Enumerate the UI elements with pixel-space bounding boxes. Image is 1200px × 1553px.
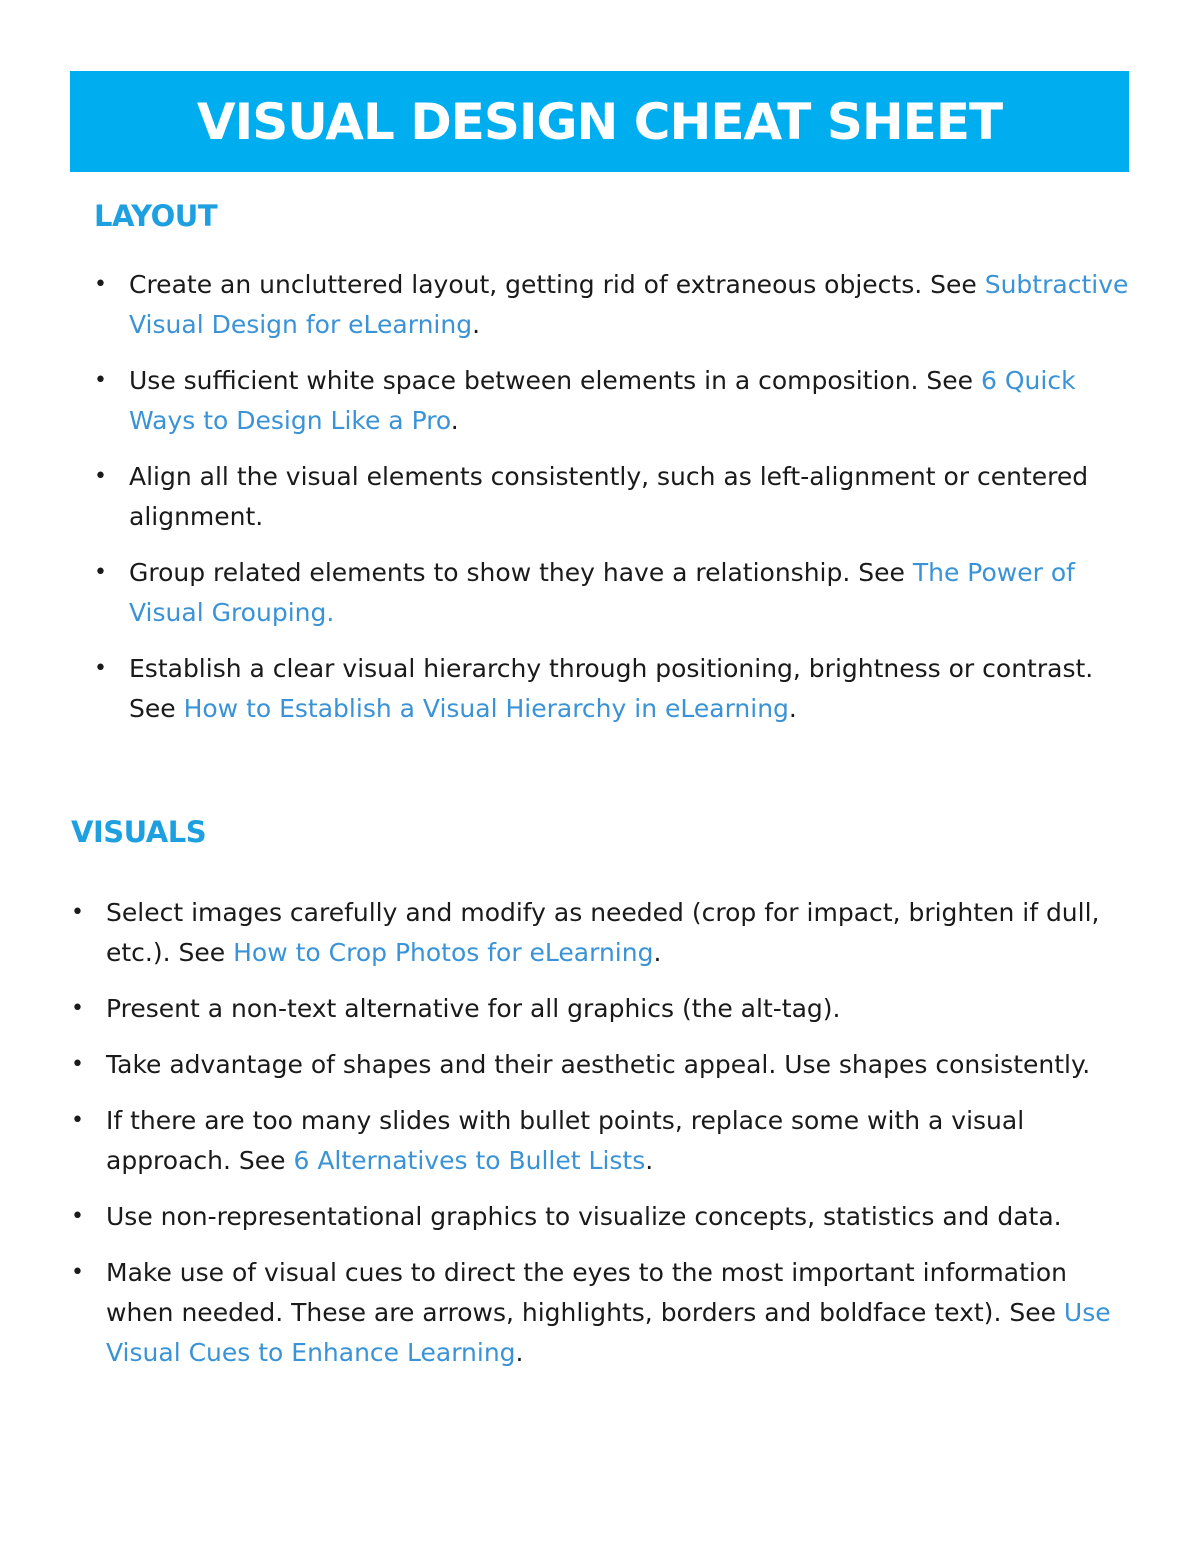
visuals-section bbox=[0, 815, 1200, 1373]
list-item-suffix: . bbox=[653, 938, 662, 967]
list-item-suffix: . bbox=[645, 1146, 654, 1175]
bullet-icon: • bbox=[94, 560, 107, 585]
list-item bbox=[71, 1045, 1126, 1085]
list-item-text: Select images carefully and modify as needed (crop for impact, brighten if dull, etc.). See bbox=[106, 898, 1100, 967]
list-item bbox=[94, 553, 1129, 633]
list-item-text: Group related elements to show they have a relationship. See bbox=[129, 558, 913, 587]
list-item-text: Use non-representational graphics to visualize concepts, statistics and data. bbox=[106, 1202, 1062, 1231]
section-heading-layout: LAYOUT bbox=[94, 199, 218, 233]
bullet-icon: • bbox=[71, 900, 84, 925]
list-item-suffix: . bbox=[788, 694, 797, 723]
article-link[interactable]: 6 Quick Ways to Design Like a Pro bbox=[129, 366, 1076, 435]
list-item bbox=[71, 893, 1126, 973]
list-item bbox=[71, 1197, 1126, 1237]
bullet-icon: • bbox=[94, 656, 107, 681]
list-item bbox=[94, 361, 1129, 441]
list-item bbox=[71, 989, 1126, 1029]
list-item-text: Make use of visual cues to direct the eyes to the most important information when needed. These are arrows, highlights, borders and boldface text). See bbox=[106, 1258, 1067, 1327]
bullet-icon: • bbox=[94, 272, 107, 297]
visuals-list bbox=[0, 893, 1200, 1373]
bullet-icon: • bbox=[71, 1204, 84, 1229]
list-item-text: Present a non-text alternative for all graphics (the alt-tag). bbox=[106, 994, 841, 1023]
bullet-icon: • bbox=[71, 1260, 84, 1285]
article-link[interactable]: Subtractive Visual Design for eLearning bbox=[129, 270, 1129, 339]
layout-section bbox=[0, 199, 1200, 729]
list-item-suffix: . bbox=[515, 1338, 524, 1367]
list-item-suffix: . bbox=[450, 406, 459, 435]
article-link[interactable]: How to Crop Photos for eLearning bbox=[233, 938, 654, 967]
list-item bbox=[94, 457, 1129, 537]
list-item-suffix: . bbox=[472, 310, 481, 339]
article-link[interactable]: 6 Alternatives to Bullet Lists bbox=[293, 1146, 646, 1175]
list-item bbox=[71, 1101, 1126, 1181]
bullet-icon: • bbox=[71, 1108, 84, 1133]
list-item bbox=[94, 649, 1129, 729]
bullet-icon: • bbox=[94, 368, 107, 393]
list-item bbox=[94, 265, 1129, 345]
list-item-text: Use sufficient white space between elements in a composition. See bbox=[129, 366, 982, 395]
layout-list bbox=[0, 265, 1200, 729]
list-item-text: Create an uncluttered layout, getting rid of extraneous objects. See bbox=[129, 270, 985, 299]
page-title: VISUAL DESIGN CHEAT SHEET bbox=[196, 92, 1003, 151]
article-link[interactable]: Use Visual Cues to Enhance Learning bbox=[106, 1298, 1111, 1367]
bullet-icon: • bbox=[71, 1052, 84, 1077]
list-item-text: Align all the visual elements consistently, such as left-alignment or centered alignment. bbox=[129, 462, 1089, 531]
list-item bbox=[71, 1253, 1126, 1373]
list-item-text: Establish a clear visual hierarchy through positioning, brightness or contrast. See bbox=[129, 654, 1094, 723]
list-item-text: Take advantage of shapes and their aesthetic appeal. Use shapes consistently. bbox=[106, 1050, 1091, 1079]
section-heading-visuals: VISUALS bbox=[71, 815, 207, 849]
list-item-text: If there are too many slides with bullet points, replace some with a visual approach. See bbox=[106, 1106, 1025, 1175]
bullet-icon: • bbox=[94, 464, 107, 489]
article-link[interactable]: The Power of Visual Grouping. bbox=[129, 558, 1075, 627]
title-banner bbox=[70, 71, 1129, 172]
article-link[interactable]: How to Establish a Visual Hierarchy in eLearning bbox=[183, 694, 789, 723]
bullet-icon: • bbox=[71, 996, 84, 1021]
